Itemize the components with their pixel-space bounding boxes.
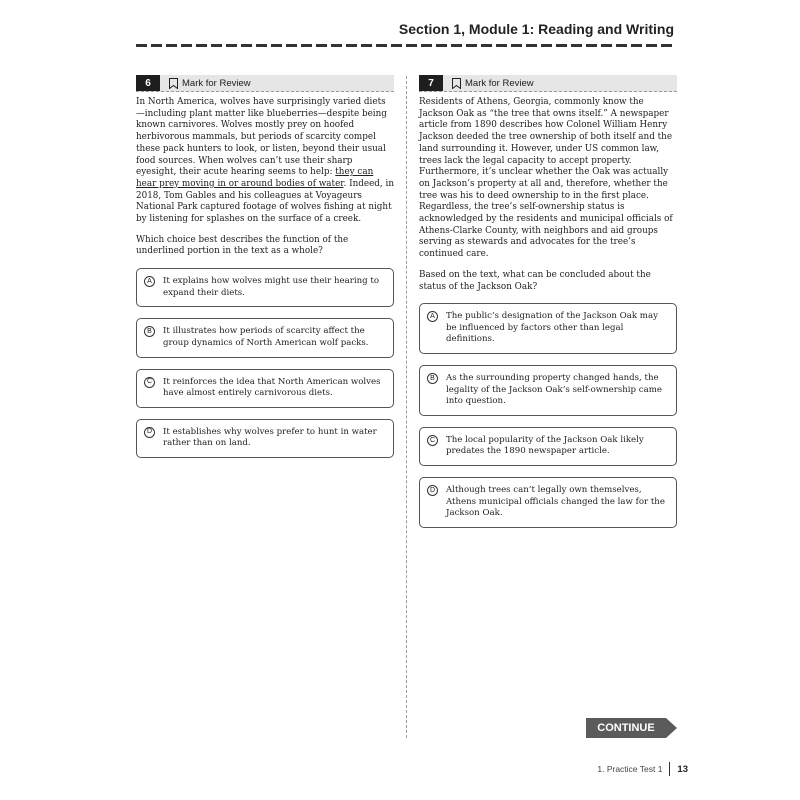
answer-choice-d[interactable] — [419, 477, 677, 528]
footer-label: 1. Practice Test 1 — [597, 764, 663, 774]
choice-letter-icon: B — [427, 373, 438, 384]
continue-button[interactable] — [586, 718, 678, 738]
choice-letter-icon: C — [144, 377, 155, 388]
column-divider — [406, 76, 407, 738]
answer-choice-d[interactable] — [136, 419, 394, 458]
page-number: 13 — [677, 763, 688, 775]
answer-choices — [419, 303, 677, 528]
mark-for-review-button[interactable]: Mark for Review — [182, 77, 251, 89]
passage-text: In North America, wolves have surprisingly varied diets—including plant matter like blueberries—despite being known carnivores. Wolves mostly prey on hoofed herbivorous mammals, but periods of scarcity compel these pack hunters to look, or listen, beyond their usual food sources. When wolves can’t use their sharp eyesight, their acute hearing seems to help: — [136, 97, 387, 178]
page-title: Section 1, Module 1: Reading and Writing — [398, 21, 674, 37]
passage: Residents of Athens, Georgia, commonly know the Jackson Oak as “the tree that owns itself.” A newspaper article from 1890 describes how Colonel William Henry Jackson deeded the tree ownership of both itself and the land surrounding it. However, under US common law, trees lack the legal capacity to accept property. Furthermore, it’s unclear whether the Oak was actually on Jackson’s property at all and, therefore, whether the tree was his to deed ownership to in the first place. Regardless, the tree’s self-ownership status is acknowledged by the residents and municipal officials of Athens-Clarke County, with neighbors and aid groups serving as stewards and advocates for the tree’s continued care. — [419, 97, 673, 260]
choice-letter-icon: C — [427, 435, 438, 446]
choice-text: The local popularity of the Jackson Oak likely predates the 1890 newspaper article. — [446, 434, 644, 457]
choice-letter-icon: A — [427, 311, 438, 322]
bookmark-icon[interactable] — [452, 78, 461, 89]
choice-text: It establishes why wolves prefer to hunt in water rather than on land. — [163, 426, 377, 449]
choice-text: The public’s designation of the Jackson Oak may be influenced by factors other than legal definitions. — [446, 311, 658, 345]
choice-text: It reinforces the idea that North American wolves have almost entirely carnivorous diets. — [163, 376, 381, 399]
question-header — [419, 75, 677, 92]
bookmark-icon[interactable] — [169, 78, 178, 89]
underlined-portion: they can hear prey moving in or around bodies of water — [136, 167, 374, 189]
answer-choice-a[interactable] — [136, 268, 394, 307]
question-header — [136, 75, 394, 92]
choice-letter-icon: D — [144, 427, 155, 438]
header-divider — [136, 44, 676, 47]
answer-choice-c[interactable] — [136, 369, 394, 408]
question-number: 6 — [136, 75, 160, 91]
answer-choice-b[interactable] — [136, 318, 394, 357]
passage — [136, 97, 394, 226]
answer-choice-b[interactable] — [419, 365, 677, 416]
answer-choice-c[interactable] — [419, 427, 677, 466]
choice-text: Although trees can’t legally own themselves, Athens municipal officials changed the law for the Jackson Oak. — [446, 485, 665, 519]
answer-choices — [136, 268, 394, 458]
question-prompt: Which choice best describes the function of the underlined portion in the text as a whole? — [136, 234, 349, 257]
choice-letter-icon: B — [144, 326, 155, 337]
choice-letter-icon: D — [427, 485, 438, 496]
footer-separator — [669, 762, 670, 776]
continue-label: CONTINUE — [597, 722, 655, 734]
question-prompt: Based on the text, what can be concluded about the status of the Jackson Oak? — [419, 269, 651, 292]
question-6 — [136, 75, 394, 469]
passage-text-end: . Indeed, in 2018, Tom Gables and his colleagues at Voyageurs National Park captured footage of wolves fishing at night by listening for splashes on the surface of a creek. — [136, 178, 394, 225]
page-footer — [597, 762, 688, 776]
question-7 — [419, 75, 677, 539]
mark-for-review-button[interactable]: Mark for Review — [465, 77, 534, 89]
choice-text: It illustrates how periods of scarcity affect the group dynamics of North American wolf packs. — [163, 326, 369, 348]
choice-letter-icon: A — [144, 276, 155, 287]
answer-choice-a[interactable] — [419, 303, 677, 354]
question-number: 7 — [419, 75, 443, 91]
choice-text: It explains how wolves might use their hearing to expand their diets. — [163, 276, 380, 298]
choice-text: As the surrounding property changed hands, the legality of the Jackson Oak’s self-ownership came into question. — [446, 373, 662, 407]
